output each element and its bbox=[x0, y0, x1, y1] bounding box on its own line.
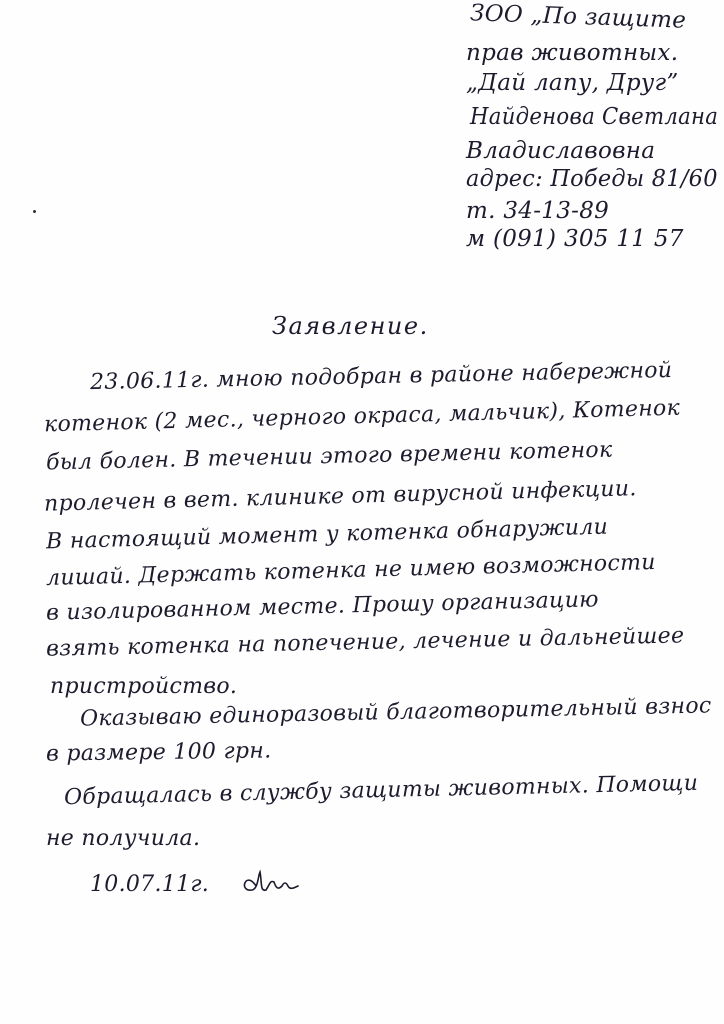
header-line: „Дай лапу, Друг” bbox=[466, 70, 679, 96]
body-line: В настоящий момент у котенка обнаружили bbox=[45, 514, 609, 555]
body-line: Оказываю единоразовый благотворительный взнос bbox=[79, 693, 712, 732]
header-line: прав животных. bbox=[466, 40, 679, 66]
header-line: м (091) 305 11 57 bbox=[466, 226, 684, 252]
document-date: 10.07.11г. bbox=[90, 872, 210, 897]
header-line: адрес: Победы 81/60 bbox=[466, 166, 718, 192]
signature-image bbox=[236, 862, 306, 902]
body-line: котенок (2 мес., черного окраса, мальчик), Котенок bbox=[43, 395, 681, 438]
body-line: Обращалась в службу защиты животных. Помощи bbox=[63, 770, 699, 811]
body-line: не получила. bbox=[46, 826, 201, 851]
header-line: Найденова Светлана bbox=[470, 104, 719, 130]
body-line: пролечен в вет. клинике от вирусной инфекции. bbox=[43, 476, 637, 517]
header-line: т. 34-13-89 bbox=[466, 198, 610, 224]
body-line: 23.06.11г. мною подобран в районе набережной bbox=[89, 357, 673, 396]
body-line: в размере 100 грн. bbox=[45, 738, 272, 767]
body-line: лишай. Держать котенка не имею возможности bbox=[45, 550, 656, 591]
body-line: пристройство. bbox=[50, 674, 238, 699]
header-line: ЗОО „По защите bbox=[469, 0, 687, 34]
stray-mark bbox=[33, 210, 36, 213]
document-title: Заявление. bbox=[272, 312, 429, 340]
body-line: был болен. В течении этого времени котенок bbox=[45, 437, 613, 476]
header-line: Владиславовна bbox=[466, 138, 656, 164]
body-line: взять котенка на попечение, лечение и дальнейшее bbox=[45, 623, 685, 662]
body-line: в изолированном месте. Прошу организацию bbox=[45, 587, 600, 626]
